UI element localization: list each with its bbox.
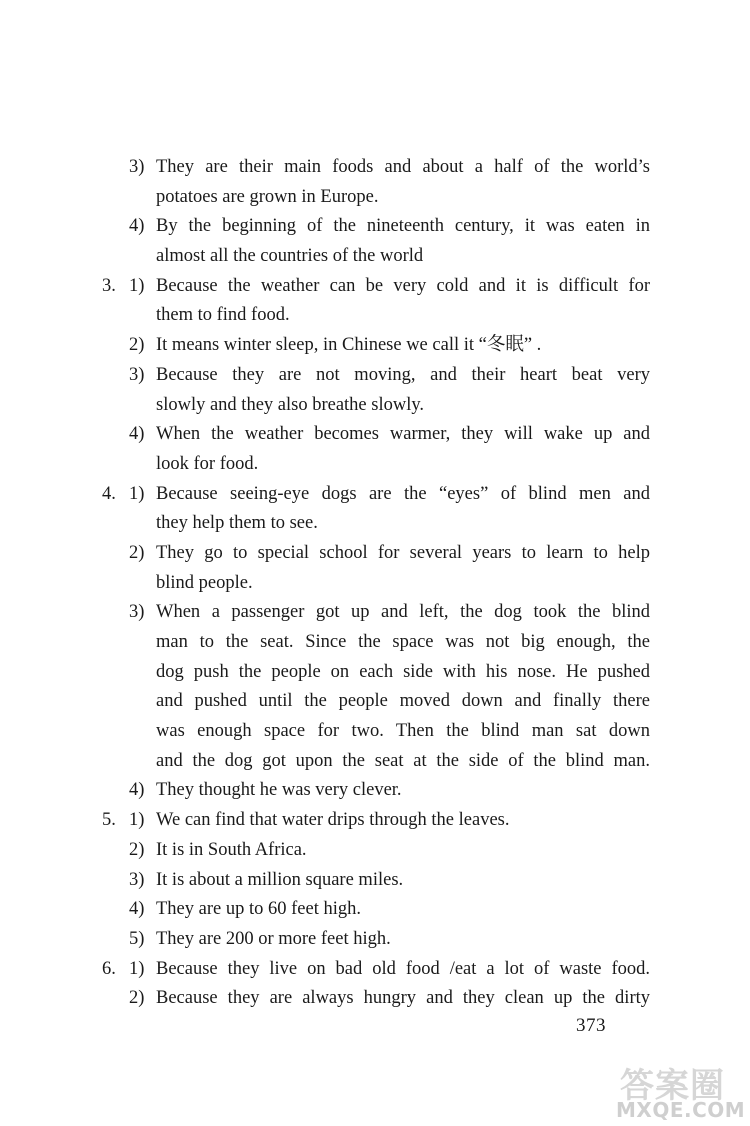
text-line bbox=[0, 242, 750, 272]
text-line bbox=[0, 509, 750, 539]
text-line bbox=[0, 480, 750, 510]
watermark-url: MXQE.COM bbox=[616, 1098, 746, 1122]
sub-question-number: 1) bbox=[129, 275, 145, 296]
answer-line-text: Because they are always hungry and they clean up the dirty bbox=[156, 988, 650, 1009]
question-number: 4. bbox=[102, 483, 116, 504]
sub-question-number: 2) bbox=[129, 839, 145, 860]
answer-line-text: When the weather becomes warmer, they will wake up and bbox=[156, 424, 650, 445]
text-line bbox=[0, 361, 750, 391]
text-line bbox=[0, 925, 750, 955]
answer-text bbox=[0, 153, 750, 1014]
answer-line-text: and the dog got upon the seat at the side of the blind man. bbox=[156, 750, 650, 771]
answer-line-text: Because the weather can be very cold and it is difficult for bbox=[156, 275, 650, 296]
question-number: 6. bbox=[102, 958, 116, 979]
text-line bbox=[0, 895, 750, 925]
page-number: 373 bbox=[576, 1015, 606, 1036]
sub-question-number: 1) bbox=[129, 958, 145, 979]
question-number: 5. bbox=[102, 810, 116, 831]
text-line bbox=[0, 836, 750, 866]
answer-line-text: almost all the countries of the world bbox=[156, 246, 424, 267]
sub-question-number: 1) bbox=[129, 810, 145, 831]
text-line bbox=[0, 806, 750, 836]
watermark-logo-text: 答案圈 bbox=[620, 1066, 725, 1106]
sub-question-number: 3) bbox=[129, 602, 145, 623]
text-line bbox=[0, 628, 750, 658]
text-line bbox=[0, 183, 750, 213]
answer-line-text: It is about a million square miles. bbox=[156, 869, 404, 890]
text-line bbox=[0, 955, 750, 985]
answer-line-text: They thought he was very clever. bbox=[156, 780, 402, 801]
watermark-logo bbox=[612, 1058, 750, 1126]
text-line bbox=[0, 687, 750, 717]
sub-question-number: 3) bbox=[129, 157, 145, 177]
sub-question-number: 1) bbox=[129, 483, 145, 504]
text-line bbox=[0, 420, 750, 450]
sub-question-number: 4) bbox=[129, 424, 145, 445]
answer-line-text: Because they are not moving, and their heart beat very bbox=[156, 364, 650, 385]
answer-line-text: We can find that water drips through the leaves. bbox=[156, 810, 510, 831]
sub-question-number: 4) bbox=[129, 780, 145, 801]
answer-line-text: Because seeing-eye dogs are the “eyes” of blind men and bbox=[156, 483, 650, 504]
text-line bbox=[0, 331, 750, 361]
answer-line-text: slowly and they also breathe slowly. bbox=[156, 394, 425, 415]
answer-line-text: blind people. bbox=[156, 572, 253, 593]
answer-line-text: them to find food. bbox=[156, 305, 290, 326]
text-line bbox=[0, 658, 750, 688]
answer-line-text: It means winter sleep, in Chinese we call it “冬眠” . bbox=[156, 335, 542, 356]
answer-line-text: look for food. bbox=[156, 453, 259, 474]
sub-question-number: 4) bbox=[129, 899, 145, 920]
text-line bbox=[0, 539, 750, 569]
answer-line-text: They go to special school for several years to learn to help bbox=[156, 542, 650, 563]
text-line bbox=[0, 717, 750, 747]
text-line bbox=[0, 776, 750, 806]
sub-question-number: 3) bbox=[129, 869, 145, 890]
text-line bbox=[0, 984, 750, 1014]
question-number: 3. bbox=[102, 275, 116, 296]
answer-line-text: When a passenger got up and left, the dog took the blind bbox=[156, 602, 650, 623]
answer-line-text: and pushed until the people moved down and finally there bbox=[156, 691, 650, 712]
sub-question-number: 4) bbox=[129, 216, 145, 237]
sub-question-number: 2) bbox=[129, 988, 145, 1009]
answer-line-text: It is in South Africa. bbox=[156, 839, 307, 860]
text-line bbox=[0, 391, 750, 421]
text-line bbox=[0, 272, 750, 302]
answer-line-text: potatoes are grown in Europe. bbox=[156, 186, 379, 207]
sub-question-number: 2) bbox=[129, 542, 145, 563]
answer-line-text: dog push the people on each side with his nose. He pushed bbox=[156, 661, 650, 682]
text-line bbox=[0, 598, 750, 628]
text-line bbox=[0, 569, 750, 599]
answer-line-text: they help them to see. bbox=[156, 513, 318, 534]
answer-line-text: Because they live on bad old food /eat a lot of waste food. bbox=[156, 958, 650, 979]
sub-question-number: 2) bbox=[129, 335, 145, 356]
text-line bbox=[0, 212, 750, 242]
text-line bbox=[0, 866, 750, 896]
sub-question-number: 5) bbox=[129, 928, 145, 949]
answer-line-text: man to the seat. Since the space was not big enough, the bbox=[156, 632, 650, 652]
text-line bbox=[0, 450, 750, 480]
text-line bbox=[0, 301, 750, 331]
text-line bbox=[0, 153, 750, 183]
text-line bbox=[0, 747, 750, 777]
answer-line-text: was enough space for two. Then the blind man sat down bbox=[156, 721, 650, 742]
answer-line-text: They are 200 or more feet high. bbox=[156, 928, 391, 949]
answer-line-text: They are their main foods and about a half of the world’s bbox=[156, 157, 650, 177]
sub-question-number: 3) bbox=[129, 364, 145, 385]
answer-line-text: They are up to 60 feet high. bbox=[156, 899, 361, 920]
answer-line-text: By the beginning of the nineteenth century, it was eaten in bbox=[156, 216, 650, 237]
